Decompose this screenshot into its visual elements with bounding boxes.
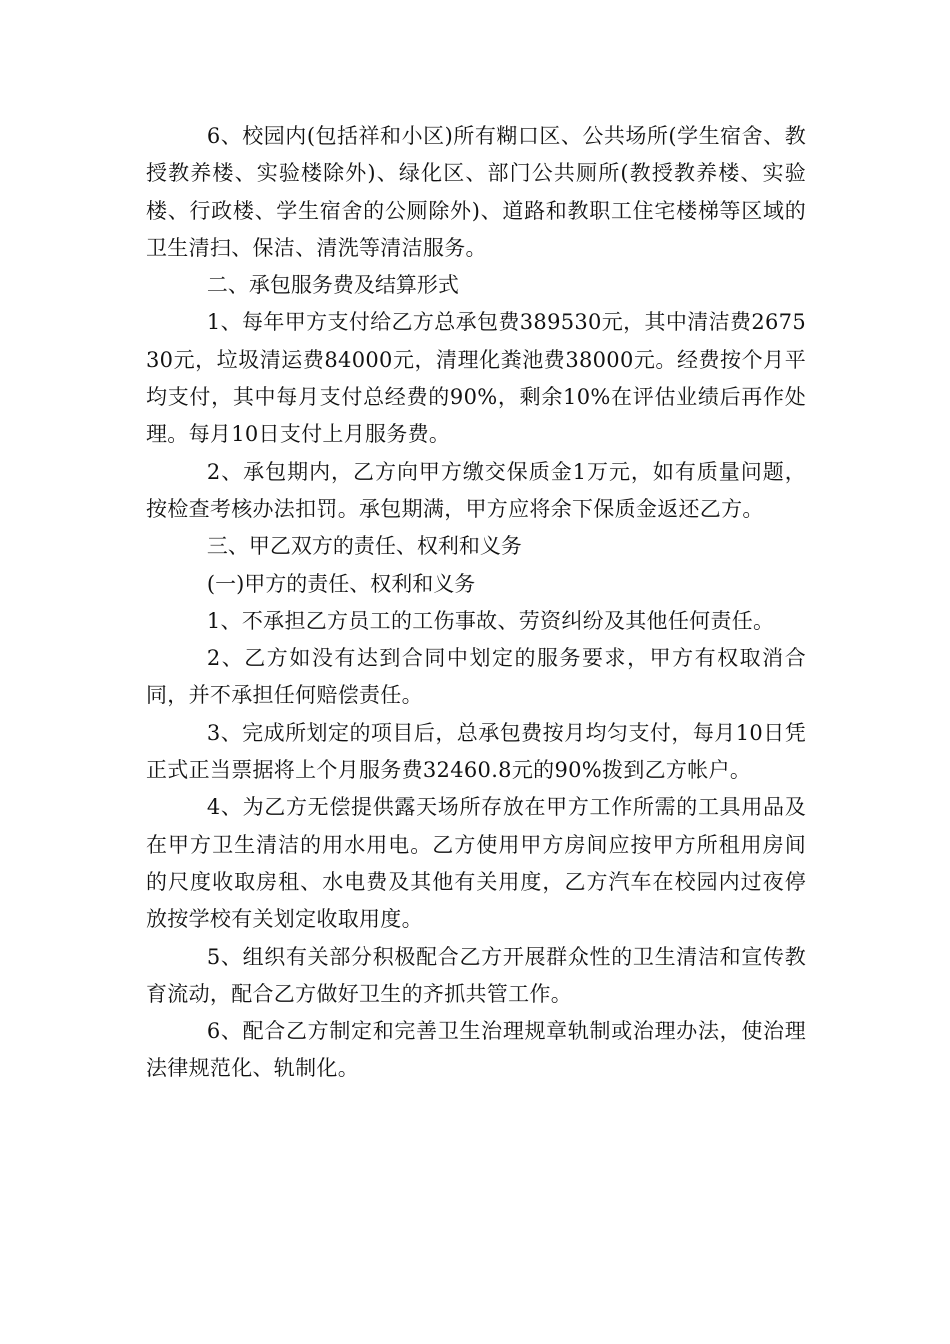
section-heading-responsibilities: 三、甲乙双方的责任、权利和义务	[206, 534, 522, 559]
paragraph-fee-amount: 1、每年甲方支付给乙方总承包费389530元，其中清洁费267530元，垃圾清运费84000元，清理化粪池费38000元。经费按个月平均支付，其中每月支付总经费的90%，剩余10%在评估业绩后再作处理。每月10日支付上月服务费。	[146, 310, 806, 447]
subsection-heading-party-a: (一)甲方的责任、权利和义务	[206, 571, 476, 596]
paragraph-party-a-1: 1、不承担乙方员工的工伤事故、劳资纠纷及其他任何责任。	[206, 608, 775, 633]
section-heading-fees: 二、承包服务费及结算形式	[206, 273, 459, 298]
paragraph-party-a-2: 2、乙方如没有达到合同中划定的服务要求，甲方有权取消合同，并不承担任何赔偿责任。	[146, 646, 806, 708]
paragraph-party-a-6: 6、配合乙方制定和完善卫生治理规章轨制或治理办法，使治理法律规范化、轨制化。	[146, 1019, 806, 1081]
paragraph-item-6-scope: 6、校园内(包括祥和小区)所有糊口区、公共场所(学生宿舍、教授教养楼、实验楼除外)、绿化区、部门公共厕所(教授教养楼、实验楼、行政楼、学生宿舍的公厕除外)、道路和教职工住宅楼梯等区域的卫生清扫、保洁、清洗等清洁服务。	[146, 124, 806, 260]
paragraph-party-a-5: 5、组织有关部分积极配合乙方开展群众性的卫生清洁和宣传教育流动，配合乙方做好卫生的齐抓共管工作。	[146, 944, 806, 1006]
paragraph-deposit: 2、承包期内，乙方向甲方缴交保质金1万元，如有质量问题，按检查考核办法扣罚。承包期满，甲方应将余下保质金返还乙方。	[146, 459, 806, 521]
paragraph-party-a-4: 4、为乙方无偿提供露天场所存放在甲方工作所需的工具用品及在甲方卫生清洁的用水用电。乙方使用甲方房间应按甲方所租用房间的尺度收取房租、水电费及其他有关用度，乙方汽车在校园内过夜停放按学校有关划定收取用度。	[146, 795, 806, 932]
paragraph-party-a-3: 3、完成所划定的项目后，总承包费按月均匀支付，每月10日凭正式正当票据将上个月服务费32460.8元的90%拨到乙方帐户。	[146, 720, 806, 783]
document-page	[146, 118, 806, 1088]
